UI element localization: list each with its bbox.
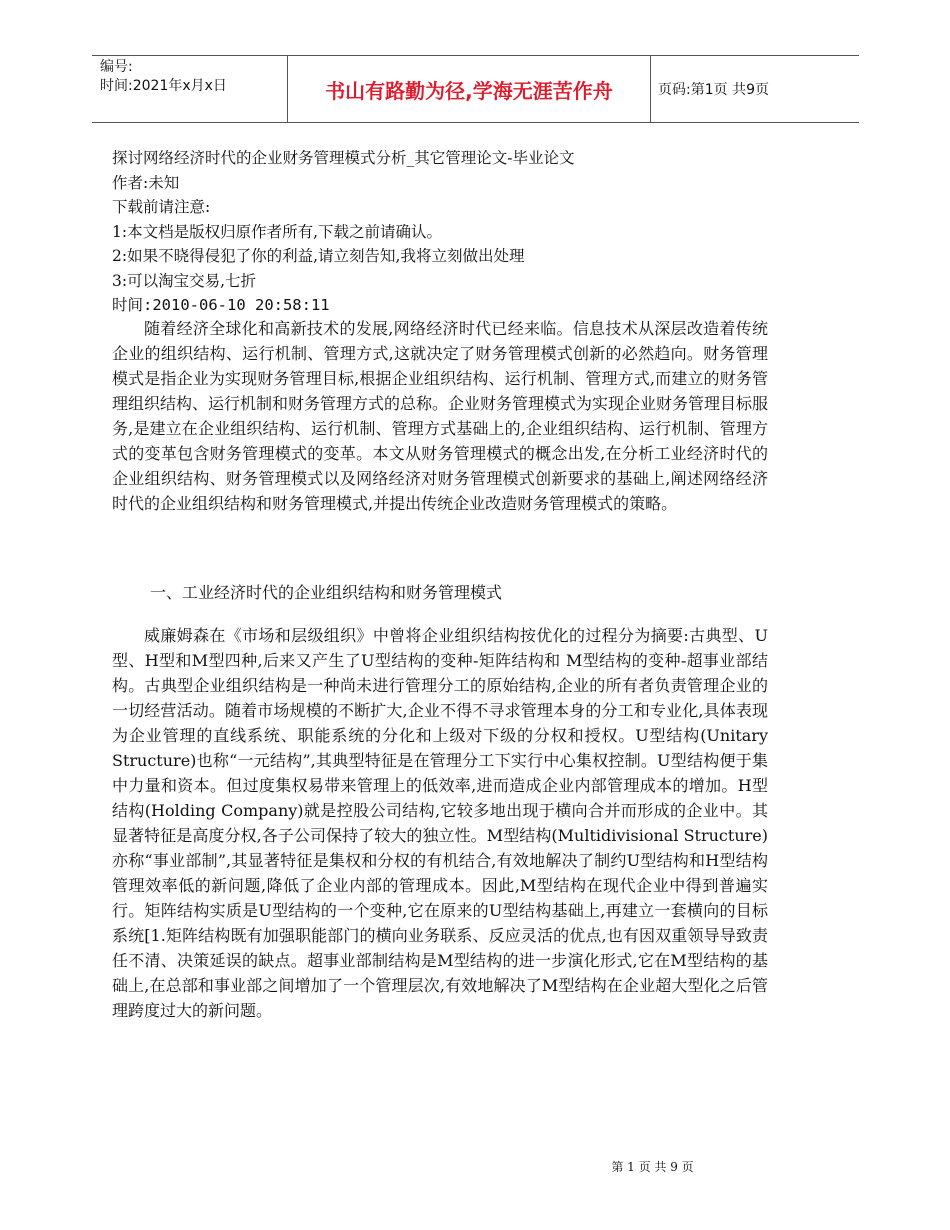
document-title: 探讨网络经济时代的企业财务管理模式分析_其它管理论文-毕业论文 (112, 149, 575, 167)
document-meta (112, 146, 772, 318)
header-motto: 书山有路勤为径,学海无涯苦作舟 (325, 78, 613, 103)
header-motto-cell (287, 56, 651, 122)
header-date-label: 时间:2021年x月x日 (100, 78, 227, 94)
notice-item-3: 3:可以淘宝交易,七折 (112, 271, 257, 290)
header-page-cell (650, 56, 867, 122)
notice-item-1: 1:本文档是版权归原作者所有,下载之前请确认。 (112, 222, 443, 241)
document-time: 时间:2010-06-10 20:58:11 (112, 296, 330, 314)
header-id-label: 编号: (100, 59, 133, 75)
document-author: 作者:未知 (112, 173, 180, 192)
header-page-label: 页码:第1页 共9页 (658, 82, 769, 98)
footer-page-number: 第 1 页 共 9 页 (611, 1160, 694, 1174)
section-paragraph: 威廉姆森在《市场和层级组织》中曾将企业组织结构按优化的过程分为摘要:古典型、U型、H型和M型四种,后来又产生了U型结构的变种-矩阵结构和 M型结构的变种-超事业部结构。古典型企业组织结构是一种尚未进行管理分工的原始结构,企业的所有者负责管理企业的一切经营活动。随着市场规模的不断扩大,企业不得不寻求管理本身的分工和专业化,具体表现为企业管理的直线系统、职能系统的分化和上级对下级的分权和授权。U型结构(Unitary Structure)也称“一元结构”,其典型特征是在管理分工下实行中心集权控制。U型结构便于集中力量和资本。但过度集权易带来管理上的低效率,进而造成企业内部管理成本的增加。H型结构(Holding Company)就是控股公司结构,它较多地出现于横向合并而形成的企业中。其显著特征是高度分权,各子公司保持了较大的独立性。M型结构(Multidivisional Structure)亦称“事业部制”,其显著特征是集权和分权的有机结合,有效地解决了制约U型结构和H型结构管理效率低的新问题,降低了企业内部的管理成本。因此,M型结构在现代企业中得到普遍实行。矩阵结构实质是U型结构的一个变种,它在原来的U型结构基础上,再建立一套横向的目标系统[1.矩阵结构既有加强职能部门的横向业务联系、反应灵活的优点,也有因双重领导导致责任不清、决策延误的缺点。超事业部制结构是M型结构的进一步演化形式,它在M型结构的基础上,在总部和事业部之间增加了一个管理层次,有效地解决了M型结构在企业超大型化之后管理跨度过大的新问题。 (112, 626, 768, 1020)
header-info-cell (92, 56, 287, 122)
page-header (92, 55, 859, 123)
page-footer (0, 1158, 950, 1175)
intro-paragraph: 随着经济全球化和高新技术的发展,网络经济时代已经来临。信息技术从深层改造着传统企业的组织结构、运行机制、管理方式,这就决定了财务管理模式创新的必然趋向。财务管理模式是指企业为实现财务管理目标,根据企业组织结构、运行机制、管理方式,而建立的财务管理组织结构、运行机制和财务管理方式的总称。企业财务管理模式为实现企业财务管理目标服务,是建立在企业组织结构、运行机制、管理方式基础上的,企业组织结构、运行机制、管理方式的变革包含财务管理模式的变革。本文从财务管理模式的概念出发,在分析工业经济时代的企业组织结构、财务管理模式以及网络经济对财务管理模式创新要求的基础上,阐述网络经济时代的企业组织结构和财务管理模式,并提出传统企业改造财务管理模式的策略。 (112, 319, 769, 513)
section-heading: 一、工业经济时代的企业组织结构和财务管理模式 (150, 583, 503, 602)
notice-item-2: 2:如果不晓得侵犯了你的利益,请立刻告知,我将立刻做出处理 (112, 247, 525, 265)
notice-heading: 下载前请注意: (112, 198, 211, 216)
